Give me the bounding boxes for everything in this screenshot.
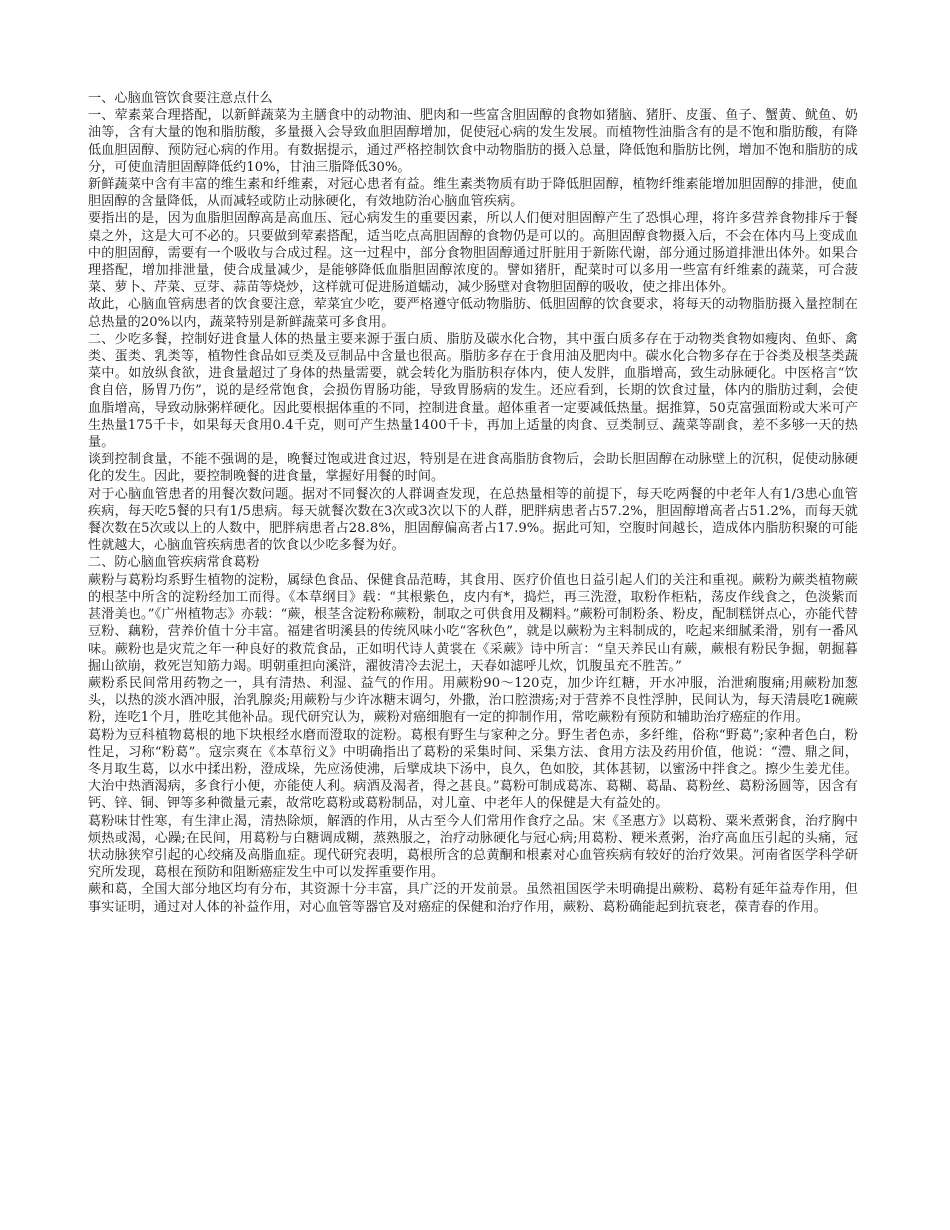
paragraph: 要指出的是，因为血脂胆固醇高是高血压、冠心病发生的重要因素，所以人们便对胆固醇产生了恐惧心理，将许多营养食物排斥于餐桌之外，这是大可不必的。只要做到荤素搭配，适当吃点高胆固醇的食物仍是可以的。高胆固醇食物摄入后，不会在体内马上变成血中的胆固醇，需要有一个吸收与合成过程。这一过程中，部分食物胆固醇通过肝脏用于新陈代谢，部分通过肠道排泄出体外。如果合理搭配，增加排泄量，使合成量减少，是能够降低血脂胆固醇浓度的。譬如猪肝，配菜时可以多用一些富有纤维素的蔬菜，可合菠菜、萝卜、芹菜、豆芽、蒜苗等烧炒，这样就可促进肠道蠕动，减少肠壁对食物胆固醇的吸收，使之排出体外。: [88, 211, 858, 296]
paragraph: 故此，心脑血管病患者的饮食要注意，荤菜宜少吃，要严格遵守低动物脂肪、低胆固醇的饮食要求，将每天的动物脂肪摄入量控制在总热量的20%以内，蔬菜特别是新鲜蔬菜可多食用。: [88, 297, 858, 330]
paragraph: 葛粉为豆科植物葛根的地下块根经水磨而澄取的淀粉。葛根有野生与家种之分。野生者色赤，多纤维，俗称“野葛”;家种者色白，粉性足，习称“粉葛”。寇宗爽在《本草衍义》中明确指出了葛粉的采集时间、采集方法、食用方法及药用价值，他说：“澧、鼎之间，冬月取生葛，以水中揉出粉，澄成垛，先应汤使沸，后擘成块下汤中，良久，色如胶，其体甚韧，以蜜汤中拌食之。擦少生姜尤佳。大治中热酒渴病，多食行小便，亦能使人利。病酒及渴者，得之甚良。”葛粉可制成葛冻、葛糊、葛晶、葛粉丝、葛粉汤圆等，因含有钙、锌、铜、钾等多种微量元素，故常吃葛粉或葛粉制品，对儿童、中老年人的保健是大有益处的。: [88, 727, 858, 812]
paragraph: 一、荤素菜合理搭配，以新鲜蔬菜为主膳食中的动物油、肥肉和一些富含胆固醇的食物如猪脑、猪肝、皮蛋、鱼子、蟹黄、鱿鱼、奶油等，含有大量的饱和脂肪酸，多量摄入会导致血胆固醇增加，促使冠心病的发生发展。而植物性油脂含有的是不饱和脂肪酸，有降低血胆固醇、预防冠心病的作用。有数据提示，通过严格控制饮食中动物脂肪的摄入总量，降低饱和脂肪比例，增加不饱和脂肪的成分，可使血清胆固醇降低约10%，甘油三脂降低30%。: [88, 108, 858, 175]
paragraph: 二、少吃多餐，控制好进食量人体的热量主要来源于蛋白质、脂肪及碳水化合物，其中蛋白质多存在于动物类食物如瘦肉、鱼虾、禽类、蛋类、乳类等，植物性食品如豆类及豆制品中含量也很高。脂肪多存在于食用油及肥肉中。碳水化合物多存在于谷类及根茎类蔬菜中。如放纵食欲，进食量超过了身体的热量需要，就会转化为脂肪积存体内，使人发胖，血脂增高，致生动脉硬化。中医格言“饮食自倍，肠胃乃伤”，说的是经常饱食，会损伤胃肠功能，导致胃肠病的发生。还应看到，长期的饮食过量，体内的脂肪过剩，会使血脂增高，导致动脉粥样硬化。因此要根据体重的不同，控制进食量。超体重者一定要减低热量。据推算，50克富强面粉或大米可产生热量175千卡，如果每天食用0.4千克，则可产生热量1400千卡，再加上适量的肉食、豆类制豆、蔬菜等副食，差不多够一天的热量。: [88, 331, 858, 451]
section-heading: 二、防心脑血管疾病常食葛粉: [88, 555, 260, 571]
section-heading: 一、心脑血管饮食要注意点什么: [88, 91, 273, 106]
paragraph: 蕨和葛，全国大部分地区均有分布，其资源十分丰富，具广泛的开发前景。虽然祖国医学未明确提出蕨粉、葛粉有延年益寿作用，但事实证明，通过对人体的补益作用，对心血管等器官及对癌症的保健和治疗作用，蕨粉、葛粉确能起到抗衰老，葆青春的作用。: [88, 882, 858, 915]
paragraph: 蕨粉系民间常用药物之一，具有清热、利湿、益气的作用。用蕨粉90～120克，加少许红糖，开水冲服，治泄痢腹痛;用蕨粉加葱头，以热的淡水酒冲服，治乳腺炎;用蕨粉与少许冰糖末调匀，外撒，治口腔溃疡;对于营养不良性浮肿，民间认为，每天清晨吃1碗蕨粉，连吃1个月，胜吃其他补品。现代研究认为，蕨粉对癌细胞有一定的抑制作用，常吃蕨粉有预防和辅助治疗癌症的作用。: [88, 675, 858, 726]
document-body: [88, 90, 858, 916]
paragraph: 谈到控制食量，不能不强调的是，晚餐过饱或进食过迟，特别是在进食高脂肪食物后，会助长胆固醇在动脉壁上的沉积，促使动脉硬化的发生。因此，要控制晚餐的进食量，掌握好用餐的时间。: [88, 452, 858, 485]
paragraph: 对于心脑血管患者的用餐次数问题。据对不同餐次的人群调查发现，在总热量相等的前提下，每天吃两餐的中老年人有1/3患心血管疾病，每天吃5餐的只有1/5患病。每天就餐次数在3次或3次以下的人群，肥胖病患者占57.2%，胆固醇增高者占51.2%，而每天就餐次数在5次或以上的人数中，肥胖病患者占28.8%，胆固醇偏高者占17.9%。据此可知，空腹时间越长，造成体内脂肪积聚的可能性就越大，心脑血管疾病患者的饮食以少吃多餐为好。: [88, 486, 858, 554]
paragraph: 蕨粉与葛粉均系野生植物的淀粉，属绿色食品、保健食品范畴，其食用、医疗价值也日益引起人们的关注和重视。蕨粉为蕨类植物蕨的根茎中所含的淀粉经加工而得。《本草纲目》载：“其根紫色，皮内有*，捣烂，再三洗澄，取粉作柜粘，荡皮作线食之，色淡紫而甚滑美也。”《广州植物志》亦载：“蕨，根茎含淀粉称蕨粉，制取之可供食用及糊料。”蕨粉可制粉条、粉皮，配制糕饼点心，亦能代替豆粉、藕粉，营养价值十分丰富。福建省明溪县的传统风味小吃“客秋色”，就是以蕨粉为主料制成的，吃起来细腻柔滑，别有一番风味。蕨粉也是灾荒之年一种良好的救荒食品，正如明代诗人黄裳在《采蕨》诗中所言：“皇天养民山有蕨，蕨根有粉民争掘，朝掘暮掘山欲崩，救死岂知筋力竭。明朝重担向溪浒，濯彼清冷去泥土，天春如滤呼儿炊，饥腹虽充不胜苦。”: [88, 572, 858, 674]
paragraph: 葛粉味甘性寒，有生津止渴，清热除烦，解酒的作用，从古至今人们常用作食疗之品。宋《圣惠方》以葛粉、粟米煮粥食，治疗胸中烦热或渴，心躁;在民间，用葛粉与白糖调成糊，蒸熟服之，治疗动脉硬化与冠心病;用葛粉、粳米煮粥，治疗高血压引起的头痛，冠状动脉狭窄引起的心绞痛及高脂血症。现代研究表明，葛根所含的总黄酮和根素对心血管疾病有较好的治疗效果。河南省医学科学研究所发现，葛根在预防和阻断癌症发生中可以发挥重要作用。: [88, 813, 858, 881]
paragraph: 新鲜蔬菜中含有丰富的维生素和纤维素，对冠心患者有益。维生素类物质有助于降低胆固醇，植物纤维素能增加胆固醇的排泄，使血胆固醇的含量降低，从而减轻或防止动脉硬化，有效地防治心脑血管疾病。: [88, 177, 858, 210]
